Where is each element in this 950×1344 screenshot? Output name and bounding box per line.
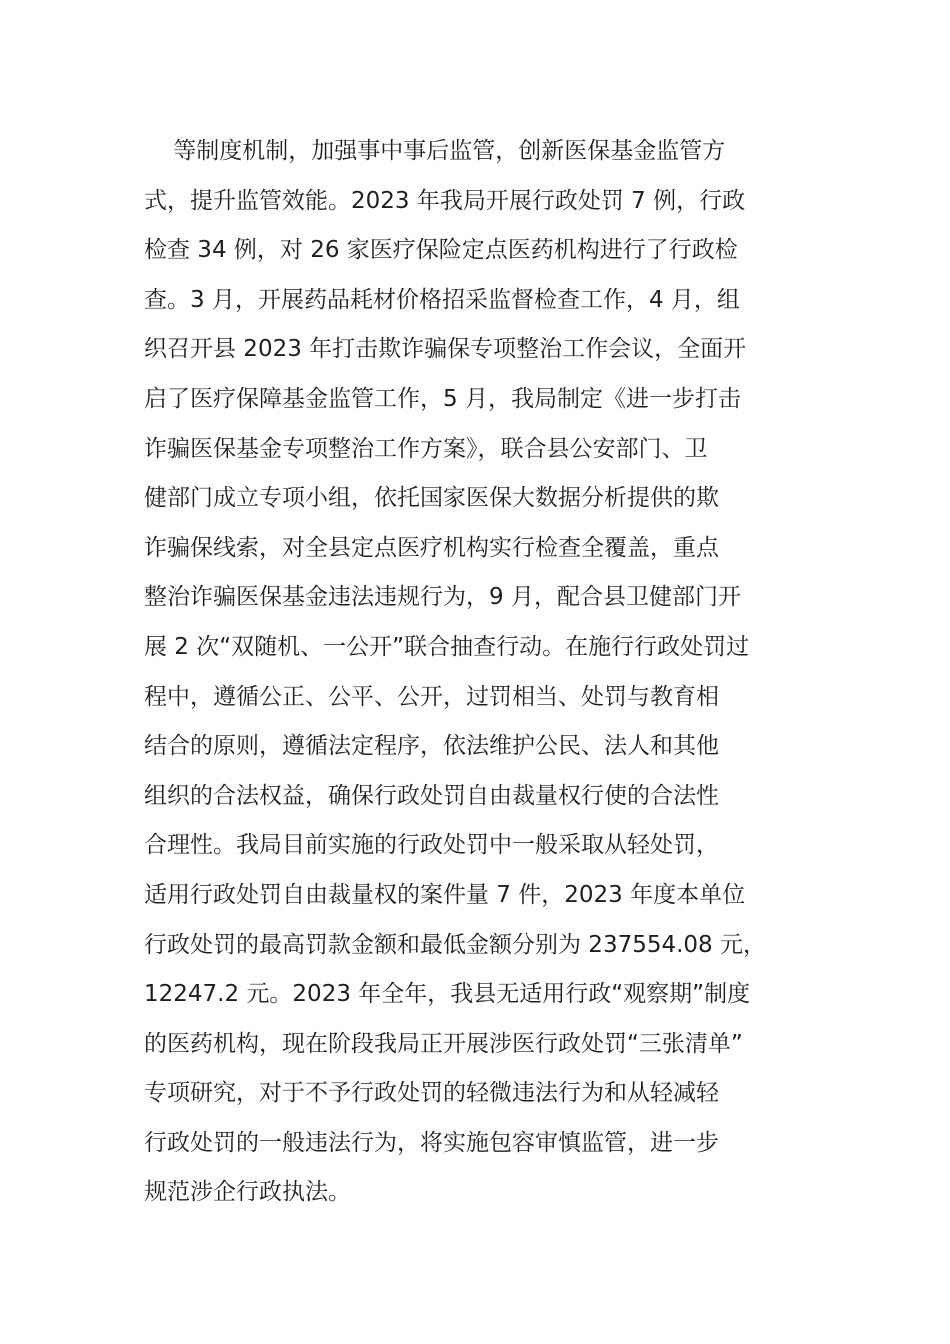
paragraph-line: 式，提升监管效能。2023 年我局开展行政处罚 7 例，行政 <box>144 187 746 214</box>
paragraph-line: 诈骗医保基金专项整治工作方案》，联合县公安部门、卫 <box>144 435 708 462</box>
body-paragraph <box>144 127 844 1218</box>
paragraph-line: 适用行政处罚自由裁量权的案件量 7 件，2023 年度本单位 <box>144 881 746 908</box>
paragraph-line: 健部门成立专项小组，依托国家医保大数据分析提供的欺 <box>144 485 719 512</box>
paragraph-line: 程中，遵循公正、公平、公开，过罚相当、处罚与教育相 <box>144 683 719 710</box>
paragraph-line: 查。3 月，开展药品耗材价格招采监督检查工作，4 月，组 <box>144 286 740 313</box>
paragraph-line: 行政处罚的一般违法行为，将实施包容审慎监管，进一步 <box>144 1129 719 1156</box>
paragraph-line: 等制度机制，加强事中事后监管，创新医保基金监管方 <box>144 138 726 164</box>
paragraph-line: 组织的合法权益，确保行政处罚自由裁量权行使的合法性 <box>144 782 719 809</box>
paragraph-line: 诈骗保线索，对全县定点医疗机构实行检查全覆盖，重点 <box>144 534 719 561</box>
paragraph-line: 织召开县 2023 年打击欺诈骗保专项整治工作会议，全面开 <box>144 336 747 363</box>
paragraph-line: 合理性。我局目前实施的行政处罚中一般采取从轻处罚， <box>144 832 719 859</box>
paragraph-line: 12247.2 元。2023 年全年，我县无适用行政“观察期”制度 <box>144 981 751 1008</box>
paragraph-line: 行政处罚的最高罚款金额和最低金额分别为 237554.08 元， <box>144 931 766 958</box>
paragraph-line: 的医药机构，现在阶段我局正开展涉医行政处罚“三张清单” <box>144 1030 743 1057</box>
paragraph-line: 结合的原则，遵循法定程序，依法维护公民、法人和其他 <box>144 733 719 760</box>
paragraph-line: 整治诈骗医保基金违法违规行为，9 月，配合县卫健部门开 <box>144 584 741 611</box>
paragraph-line: 规范涉企行政执法。 <box>144 1179 351 1206</box>
paragraph-line: 检查 34 例，对 26 家医疗保险定点医药机构进行了行政检 <box>144 237 738 264</box>
paragraph-line: 启了医疗保障基金监管工作，5 月，我局制定《进一步打击 <box>144 385 741 412</box>
paragraph-line: 专项研究，对于不予行政处罚的轻微违法行为和从轻减轻 <box>144 1080 719 1107</box>
paragraph-line: 展 2 次“双随机、一公开”联合抽查行动。在施行行政处罚过 <box>144 633 750 660</box>
